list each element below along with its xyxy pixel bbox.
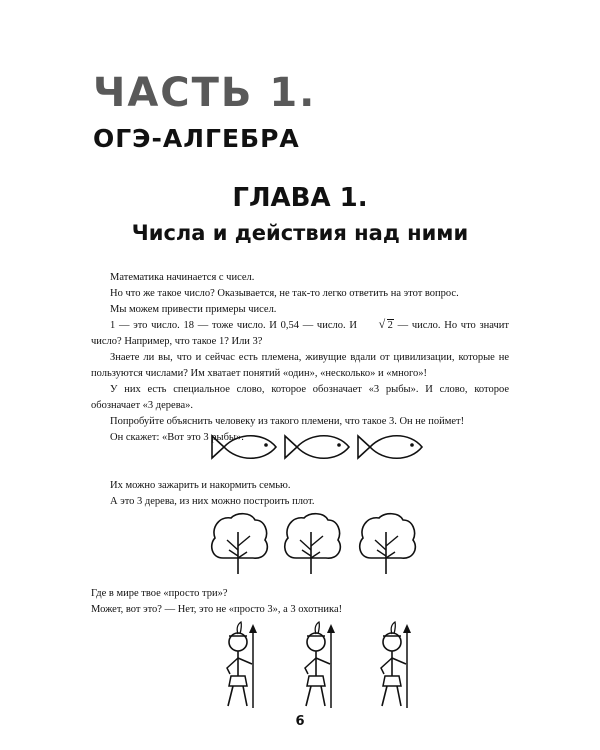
chapter-title: ГЛАВА 1. (232, 183, 368, 213)
paragraph: У них есть специальное слово, которое обозначает «3 рыбы». И слово, которое обозначает «3 дерева». (91, 384, 509, 411)
tree-icon (360, 514, 416, 574)
middle-text (91, 478, 509, 510)
page-number: 6 (295, 714, 305, 729)
radicand: 2 (387, 320, 393, 331)
hunter-row (0, 620, 600, 712)
fish-icon (212, 436, 276, 459)
square-root (362, 318, 394, 334)
paragraph (91, 318, 509, 350)
paragraph: Их можно зажарить и накормить семью. (110, 480, 291, 491)
paragraph: Попробуйте объяснить человеку из такого племени, что такое 3. Он не поймет! (110, 416, 465, 427)
fish-icon (285, 436, 349, 459)
paragraph: Математика начинается с чисел. (110, 272, 255, 283)
paragraph: А это 3 дерева, из них можно построить плот. (110, 496, 315, 507)
tree-row (0, 512, 600, 574)
hunter-icon (305, 622, 335, 708)
tree-icon (285, 514, 341, 574)
part-subtitle: ОГЭ-АЛГЕБРА (93, 124, 300, 153)
hunter-icon (381, 622, 411, 708)
intro-text (91, 270, 509, 446)
paragraph: Знаете ли вы, что и сейчас есть племена, живущие вдали от цивилизации, которые не пользуются числами? Им хватает понятий «один», «несколько» и «много»! (91, 352, 509, 379)
fish-row (0, 430, 600, 464)
hunter-icon (227, 622, 257, 708)
fish-icon (358, 436, 422, 459)
chapter-subtitle: Числа и действия над ними (131, 221, 469, 245)
paragraph: Где в мире твое «просто три»? (91, 588, 228, 599)
paragraph: Но что же такое число? Оказывается, не так-то легко ответить на этот вопрос. (110, 288, 459, 299)
paragraph: Он скажет: «Вот это 3 рыбы». (110, 432, 244, 443)
part-title: ЧАСТЬ 1. (93, 70, 317, 116)
tree-icon (212, 514, 268, 574)
closing-text (91, 586, 509, 618)
paragraph: Может, вот это? — Нет, это не «просто 3», а 3 охотника! (91, 604, 343, 615)
paragraph: Мы можем привести примеры чисел. (110, 304, 277, 315)
radical-sign-icon: √ (378, 317, 386, 331)
paragraph-part: — число. Но что значит число? Например, что такое 1? Или 3? (91, 320, 509, 347)
paragraph-part: 1 — это число. 18 — тоже число. И 0,54 — число. И (110, 320, 361, 331)
